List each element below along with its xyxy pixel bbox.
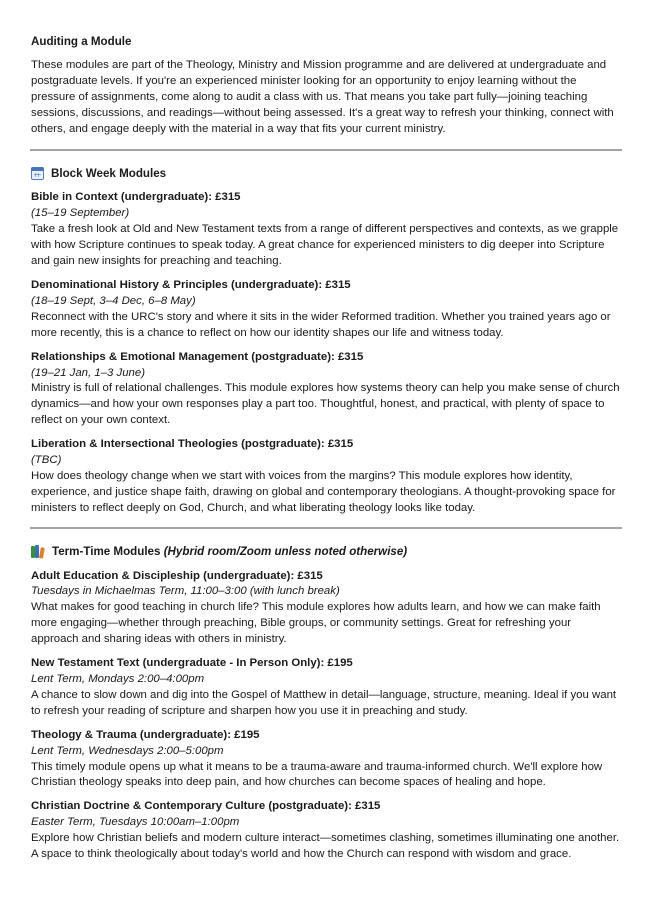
books-icon xyxy=(31,545,45,558)
term-time-heading-note: (Hybrid room/Zoom unless noted otherwise) xyxy=(163,544,408,558)
calendar-icon xyxy=(31,167,44,180)
module-title: Christian Doctrine & Contemporary Culture (postgraduate): £315 xyxy=(31,800,381,813)
module-description: Reconnect with the URC's story and where it sits in the wider Reformed tradition. Whether you trained years ago or more recently, this is a chance to reflect on how our identity shapes our life and witness today. xyxy=(31,310,611,339)
term-time-heading xyxy=(52,544,407,560)
term-time-heading-text: Term-Time Modules xyxy=(52,544,161,558)
module-description: How does theology change when we start with voices from the margins? This module explores how identity, experience, and justice shape faith, drawing on global and contemporary theologians. A thought-provoking space for ministers to reflect deeply on God, Church, and what liberating theology looks like today. xyxy=(31,469,616,514)
module-christian-doctrine xyxy=(31,799,621,863)
block-week-header xyxy=(31,166,621,182)
module-dates: (18–19 Sept, 3–4 Dec, 6–8 May) xyxy=(31,294,196,307)
section-divider xyxy=(30,527,622,529)
module-adult-education xyxy=(31,569,621,649)
term-time-header xyxy=(31,544,621,560)
module-new-testament-text xyxy=(31,656,621,720)
module-description: What makes for good teaching in church life? This module explores how adults learn, and how we can make faith more engaging—whether through preaching, Bible groups, or community settings. Great for refreshing your approach and sharing ideas with others in ministry. xyxy=(31,601,601,646)
module-theology-trauma xyxy=(31,728,621,792)
module-description: A chance to slow down and dig into the Gospel of Matthew in detail—language, structure, meaning. Ideal if you want to refresh your reading of scripture and sharpen how you use it in preaching and study. xyxy=(31,688,617,717)
module-description: This timely module opens up what it means to be a trauma-aware and trauma-informed church. We'll explore how Christian theology speaks into deep pain, and how churches can become spaces of healing and hope. xyxy=(31,760,603,789)
module-denominational-history xyxy=(31,278,621,342)
module-liberation-theologies xyxy=(31,437,621,517)
module-description: Take a fresh look at Old and New Testament texts from a range of different perspectives and contexts, as we grapple with how Scripture continues to speak today. A great chance for experienced ministers to dig deeper into Scripture and gain new insights for preaching and teaching. xyxy=(31,223,619,268)
module-relationships xyxy=(31,350,621,430)
module-dates: (TBC) xyxy=(31,454,62,467)
module-description: Ministry is full of relational challenges. This module explores how systems theory can help you make sense of church dynamics—and how your own responses play a part too. Thoughtful, honest, and practical, with plenty of space to reflect on your own context. xyxy=(31,382,620,427)
module-dates: Easter Term, Tuesdays 10:00am–1:00pm xyxy=(31,816,240,829)
block-week-heading: Block Week Modules xyxy=(51,166,167,180)
module-title: Adult Education & Discipleship (undergraduate): £315 xyxy=(31,569,323,582)
module-dates: Tuesdays in Michaelmas Term, 11:00–3:00 (with lunch break) xyxy=(31,585,340,598)
module-title: Theology & Trauma (undergraduate): £195 xyxy=(31,728,260,741)
module-dates: (15–19 September) xyxy=(31,207,130,220)
audit-body: These modules are part of the Theology, Ministry and Mission programme and are delivered at undergraduate and postgraduate levels. If you're an experienced minister looking for an opportunity to enjoy learning without the pressure of assignments, come along to audit a class with us. That means you take part fully—joining teaching sessions, discussions, and readings—without being assessed. It's a great way to refresh your thinking, connect with others, and engage deeply with the material in a way that fits your current ministry. xyxy=(31,59,614,135)
module-description: Explore how Christian beliefs and modern culture interact—sometimes clashing, sometimes illuminating one another. A space to think theologically about today's world and how the Church can respond with wisdom and grace. xyxy=(31,832,620,861)
document-content xyxy=(31,34,621,871)
module-dates: (19–21 Jan, 1–3 June) xyxy=(31,366,145,379)
module-title: Liberation & Intersectional Theologies (postgraduate): £315 xyxy=(31,438,354,451)
audit-heading: Auditing a Module xyxy=(31,35,132,48)
module-title: Denominational History & Principles (undergraduate): £315 xyxy=(31,278,351,291)
section-divider xyxy=(30,149,622,151)
module-dates: Lent Term, Mondays 2:00–4:00pm xyxy=(31,673,205,685)
module-dates: Lent Term, Wednesdays 2:00–5:00pm xyxy=(31,744,224,757)
module-title: Relationships & Emotional Management (postgraduate): £315 xyxy=(31,350,364,363)
module-bible-in-context xyxy=(31,190,621,270)
module-title: New Testament Text (undergraduate - In Person Only): £195 xyxy=(31,657,353,670)
module-title: Bible in Context (undergraduate): £315 xyxy=(31,191,241,204)
